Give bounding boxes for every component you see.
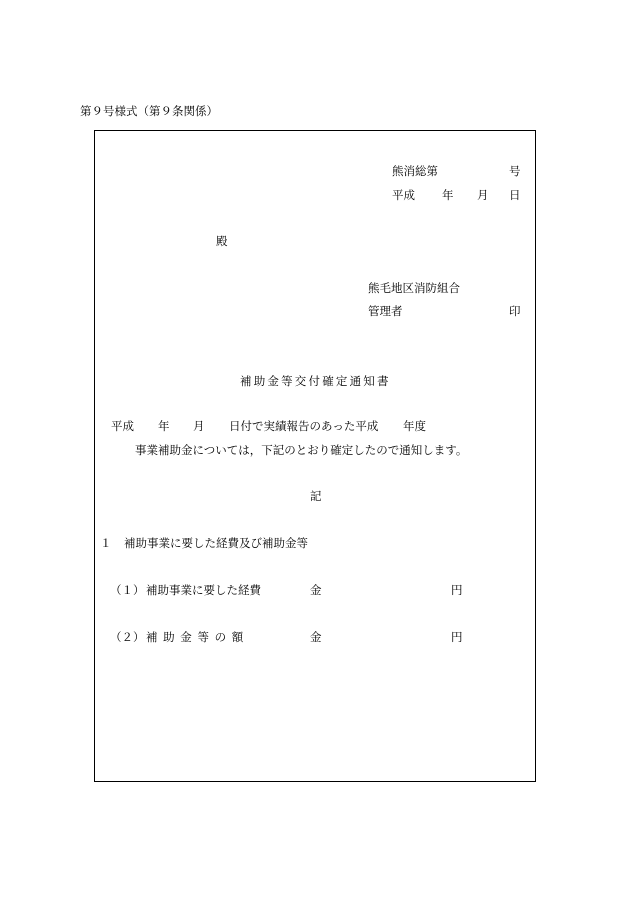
item-2-number: （２）: [110, 630, 145, 644]
item-1-label: 補助事業に要した経費: [146, 583, 261, 597]
document-title: 補助金等交付確定通知書: [240, 374, 391, 388]
doc-number-prefix: 熊消総第: [392, 164, 438, 178]
section-heading: 補助事業に要した経費及び補助金等: [124, 536, 308, 550]
item-2-kin: 金: [310, 630, 322, 644]
body-era: 平成: [111, 419, 134, 433]
seal-mark: 印: [509, 304, 521, 318]
item-1-yen: 円: [451, 583, 463, 597]
item-2-label: 補 助 金 等 の 額: [146, 630, 245, 644]
item-1-number: （１）: [110, 583, 145, 597]
addressee-honorific: 殿: [216, 234, 228, 248]
form-label: 第９号様式（第９条関係）: [80, 104, 218, 118]
date-month-unit: 月: [477, 188, 489, 202]
body-fiscal-year: 年度: [403, 419, 426, 433]
item-2-yen: 円: [451, 630, 463, 644]
sender-title: 管理者: [368, 304, 403, 318]
date-year-unit: 年: [442, 188, 454, 202]
body-line1-text: 日付で実績報告のあった平成: [229, 419, 379, 433]
body-year-unit: 年: [158, 419, 170, 433]
date-day-unit: 日: [509, 188, 521, 202]
item-1-kin: 金: [310, 583, 322, 597]
section-number: １: [100, 536, 112, 550]
doc-number-suffix: 号: [509, 164, 521, 178]
ki-marker: 記: [310, 489, 322, 503]
body-month-unit: 月: [193, 419, 205, 433]
sender-organization: 熊毛地区消防組合: [368, 281, 460, 295]
body-line2: 事業補助金については，下記のとおり確定したので通知します。: [135, 443, 468, 457]
date-era: 平成: [392, 188, 415, 202]
